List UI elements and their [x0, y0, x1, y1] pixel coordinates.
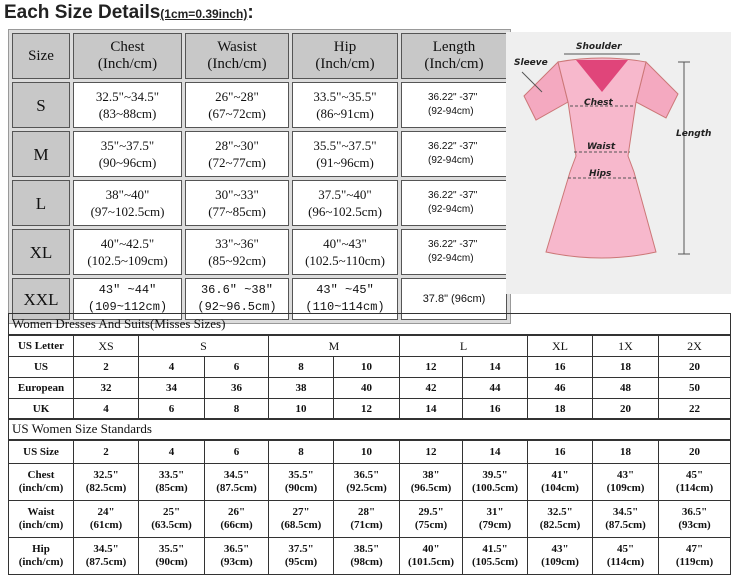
hip-cell	[292, 131, 398, 177]
value-inch: 25"	[162, 506, 181, 518]
length-inch: 36.22" -37"	[428, 190, 478, 201]
waist-inch: 36.6" ~38"	[200, 283, 273, 297]
title-unit-note: (1cm=0.39inch)	[160, 7, 248, 21]
label-hips: Hips	[589, 169, 612, 179]
chest-cell	[73, 82, 182, 128]
letter-xl: XL	[528, 335, 593, 357]
value-cm: (79cm)	[478, 519, 512, 531]
waist-cm: (67~72cm)	[208, 106, 266, 121]
hip-inch: 43" ~45"	[316, 283, 374, 297]
size-value: 12	[334, 399, 400, 420]
value-cm: (92.5cm)	[346, 482, 387, 494]
chest-cm: (83~88cm)	[98, 106, 157, 121]
size-value: 44	[463, 378, 528, 399]
value-inch: 38"	[422, 469, 440, 481]
chest-inch: 35"~37.5"	[100, 138, 155, 153]
size-cell: M	[12, 131, 70, 177]
size-value: 18	[528, 399, 593, 420]
value-cm: (87.5cm)	[85, 556, 127, 568]
size-value: 16	[463, 399, 528, 420]
size-value: 34	[139, 378, 205, 399]
us-table-caption: US Women Size Standards	[9, 419, 731, 441]
measurement-value	[400, 464, 463, 501]
letter-xs: XS	[74, 335, 139, 357]
header-waist-unit: (Inch/cm)	[207, 56, 267, 72]
measurement-name: Hip	[32, 543, 50, 555]
us-letter-label: US Letter	[9, 335, 74, 357]
size-value: 32	[74, 378, 139, 399]
header-chest	[73, 33, 182, 79]
us-size-value: 10	[334, 440, 400, 464]
value-cm: (82.5cm)	[539, 519, 581, 531]
length-cm: (92-94cm)	[428, 155, 474, 166]
measurement-value	[269, 501, 334, 538]
size-value: 10	[269, 399, 334, 420]
measurement-row	[9, 538, 731, 575]
size-value: 10	[334, 357, 400, 378]
size-cell: S	[12, 82, 70, 128]
header-length-unit: (Inch/cm)	[424, 56, 484, 72]
us-women-size-table	[8, 418, 731, 575]
header-waist	[185, 33, 289, 79]
length-cell	[401, 131, 507, 177]
value-inch: 32.5"	[547, 506, 573, 518]
us-size-value: 20	[659, 440, 731, 464]
label-length: Length	[676, 129, 712, 139]
women-row	[9, 378, 731, 399]
size-row	[12, 180, 507, 226]
value-inch: 34.5"	[612, 506, 639, 518]
value-cm: (98cm)	[350, 556, 383, 568]
waist-inch: 30"~33"	[215, 187, 259, 202]
size-value: 20	[659, 357, 731, 378]
row-label: US	[9, 357, 74, 378]
letter-l: L	[400, 335, 528, 357]
measurement-value	[463, 464, 528, 501]
value-inch: 43"	[551, 543, 569, 555]
row-label: European	[9, 378, 74, 399]
value-inch: 39.5"	[482, 469, 508, 481]
waist-cm: (77~85cm)	[208, 204, 266, 219]
dress-illustration	[506, 32, 731, 294]
measurement-value	[593, 538, 659, 575]
size-value: 8	[269, 357, 334, 378]
row-label: UK	[9, 399, 74, 420]
value-cm: (109cm)	[541, 556, 579, 568]
hip-inch: 33.5"~35.5"	[313, 89, 377, 104]
measurement-value	[659, 464, 731, 501]
value-inch: 43"	[616, 469, 635, 481]
header-hip	[292, 33, 398, 79]
header-size-label: Size	[28, 47, 54, 64]
value-cm: (75cm)	[414, 519, 448, 531]
measurement-value	[400, 538, 463, 575]
waist-inch: 33"~36"	[215, 236, 259, 251]
chest-cell	[73, 180, 182, 226]
measurement-value	[74, 464, 139, 501]
us-size-value: 8	[269, 440, 334, 464]
length-inch: 36.22" -37"	[428, 92, 478, 103]
letter-1x: 1X	[593, 335, 659, 357]
measurement-row	[9, 464, 731, 501]
size-row	[12, 82, 507, 128]
waist-cm: (72~77cm)	[208, 155, 266, 170]
measurement-value	[334, 501, 400, 538]
hip-inch: 35.5"~37.5"	[313, 138, 377, 153]
size-cell: L	[12, 180, 70, 226]
value-cm: (66cm)	[220, 519, 253, 531]
measurement-value	[593, 501, 659, 538]
size-value: 50	[659, 378, 731, 399]
measurement-name: Waist	[27, 506, 55, 518]
label-chest: Chest	[584, 98, 613, 108]
hip-cm: (96~102.5cm)	[308, 204, 382, 219]
value-cm: (85cm)	[155, 482, 188, 494]
measurement-value	[334, 538, 400, 575]
value-cm: (93cm)	[678, 519, 711, 531]
us-letter-row	[9, 335, 731, 357]
chest-cm: (109~112cm)	[87, 300, 168, 314]
value-inch: 47"	[685, 543, 704, 555]
waist-cell	[185, 229, 289, 275]
length-cm: (92-94cm)	[428, 106, 474, 117]
value-cm: (90cm)	[284, 482, 318, 494]
chest-cell	[73, 229, 182, 275]
women-row	[9, 357, 731, 378]
women-table-caption: Women Dresses And Suits(Misses Sizes)	[9, 314, 731, 336]
chest-inch: 43" ~44"	[98, 283, 157, 297]
value-cm: (104cm)	[541, 482, 579, 494]
header-length-label: Length	[432, 39, 476, 55]
header-hip-unit: (Inch/cm)	[315, 56, 375, 72]
length-inch: 37.8" (96cm)	[422, 292, 486, 305]
size-row	[12, 131, 507, 177]
us-size-label: US Size	[9, 440, 74, 464]
label-sleeve: Sleeve	[514, 58, 548, 68]
chest-inch: 32.5"~34.5"	[95, 89, 160, 104]
measurement-value	[528, 501, 593, 538]
header-chest-unit: (Inch/cm)	[97, 56, 158, 72]
size-value: 8	[205, 399, 269, 420]
hip-cm: (86~91cm)	[316, 106, 374, 121]
hip-cm: (91~96cm)	[316, 155, 374, 170]
value-inch: 41.5"	[482, 543, 508, 555]
measurement-value	[659, 501, 731, 538]
size-value: 14	[463, 357, 528, 378]
value-cm: (87.5cm)	[216, 482, 257, 494]
value-inch: 29.5"	[418, 506, 444, 518]
measurement-label	[9, 464, 74, 501]
value-inch: 34.5"	[93, 543, 119, 555]
header-waist-label: Wasist	[217, 39, 257, 55]
hip-cell	[292, 82, 398, 128]
letter-m: M	[269, 335, 400, 357]
dress-measurement-diagram	[506, 32, 731, 294]
hip-cm: (110~114cm)	[305, 300, 385, 314]
value-inch: 28"	[357, 506, 376, 518]
size-value: 14	[400, 399, 463, 420]
value-cm: (63.5cm)	[151, 519, 192, 531]
size-table-header	[12, 33, 507, 79]
size-value: 16	[528, 357, 593, 378]
size-value: 48	[593, 378, 659, 399]
chest-cm: (90~96cm)	[98, 155, 157, 170]
size-cell: XL	[12, 229, 70, 275]
measurement-value	[269, 464, 334, 501]
chest-cm: (97~102.5cm)	[90, 204, 165, 219]
measurement-value	[269, 538, 334, 575]
measurement-value	[528, 538, 593, 575]
value-inch: 35.5"	[288, 469, 314, 481]
measurement-unit: (inch/cm)	[18, 482, 64, 494]
size-value: 22	[659, 399, 731, 420]
value-cm: (93cm)	[220, 556, 253, 568]
measurement-value	[139, 464, 205, 501]
length-cm: (92-94cm)	[428, 253, 474, 264]
hip-inch: 37.5"~40"	[318, 187, 372, 202]
length-inch: 36.22" -37"	[428, 239, 478, 250]
measurement-value	[659, 538, 731, 575]
measurement-value	[334, 464, 400, 501]
size-details-table	[8, 29, 511, 324]
measurement-value	[139, 501, 205, 538]
value-cm: (87.5cm)	[605, 519, 646, 531]
length-cell	[401, 180, 507, 226]
waist-inch: 26"~28"	[215, 89, 259, 104]
size-value: 46	[528, 378, 593, 399]
size-value: 42	[400, 378, 463, 399]
size-value: 12	[400, 357, 463, 378]
label-shoulder: Shoulder	[576, 42, 622, 52]
value-inch: 33.5"	[158, 469, 185, 481]
value-inch: 41"	[551, 469, 569, 481]
size-value: 6	[139, 399, 205, 420]
value-cm: (90cm)	[155, 556, 188, 568]
title-main: Each Size Details	[4, 2, 161, 23]
length-cm: (92-94cm)	[428, 204, 474, 215]
size-value: 20	[593, 399, 659, 420]
length-cell	[401, 82, 507, 128]
women-dresses-table	[8, 313, 731, 420]
measurement-value	[139, 538, 205, 575]
us-size-value: 12	[400, 440, 463, 464]
value-cm: (114cm)	[606, 556, 645, 568]
value-inch: 37.5"	[288, 543, 314, 555]
value-inch: 36.5"	[223, 543, 250, 555]
value-inch: 36.5"	[353, 469, 380, 481]
value-inch: 45"	[616, 543, 635, 555]
value-cm: (95cm)	[284, 556, 318, 568]
waist-cell	[185, 131, 289, 177]
value-inch: 45"	[685, 469, 704, 481]
women-row	[9, 399, 731, 420]
size-value: 40	[334, 378, 400, 399]
size-value: 36	[205, 378, 269, 399]
measurement-value	[463, 501, 528, 538]
us-size-value: 6	[205, 440, 269, 464]
us-size-row	[9, 440, 731, 464]
title-colon: :	[247, 2, 254, 23]
us-size-value: 18	[593, 440, 659, 464]
value-inch: 24"	[97, 506, 115, 518]
us-size-value: 16	[528, 440, 593, 464]
value-inch: 31"	[486, 506, 504, 518]
measurement-value	[205, 464, 269, 501]
measurement-value	[205, 501, 269, 538]
measurement-value	[74, 501, 139, 538]
us-size-value: 4	[139, 440, 205, 464]
waist-inch: 28"~30"	[215, 138, 259, 153]
measurement-value	[205, 538, 269, 575]
size-row	[12, 229, 507, 275]
hip-cm: (102.5~110cm)	[305, 253, 385, 268]
us-size-value: 2	[74, 440, 139, 464]
value-inch: 35.5"	[158, 543, 185, 555]
waist-cell	[185, 180, 289, 226]
measurement-row	[9, 501, 731, 538]
size-value: 4	[139, 357, 205, 378]
value-cm: (109cm)	[606, 482, 645, 494]
measurement-value	[528, 464, 593, 501]
header-length	[401, 33, 507, 79]
size-value: 18	[593, 357, 659, 378]
hip-cell	[292, 180, 398, 226]
value-inch: 36.5"	[681, 506, 708, 518]
value-inch: 27"	[292, 506, 310, 518]
value-inch: 34.5"	[223, 469, 250, 481]
value-cm: (119cm)	[675, 556, 714, 568]
header-size	[12, 33, 70, 79]
header-chest-label: Chest	[110, 39, 145, 55]
length-inch: 36.22" -37"	[428, 141, 478, 152]
value-cm: (114cm)	[675, 482, 714, 494]
chest-cm: (102.5~109cm)	[87, 253, 168, 268]
size-cell: XXL	[12, 278, 70, 320]
size-value: 38	[269, 378, 334, 399]
value-inch: 40"	[422, 543, 440, 555]
value-cm: (82.5cm)	[85, 482, 127, 494]
measurement-name: Chest	[27, 469, 55, 481]
value-cm: (100.5cm)	[471, 482, 519, 494]
length-cell	[401, 229, 507, 275]
hip-inch: 40"~43"	[323, 236, 367, 251]
value-cm: (71cm)	[350, 519, 383, 531]
waist-cm: (85~92cm)	[208, 253, 266, 268]
measurement-unit: (inch/cm)	[18, 519, 64, 531]
measurement-value	[463, 538, 528, 575]
measurement-value	[593, 464, 659, 501]
value-cm: (96.5cm)	[410, 482, 452, 494]
hip-cell	[292, 229, 398, 275]
value-cm: (61cm)	[89, 519, 123, 531]
size-value: 6	[205, 357, 269, 378]
size-value: 4	[74, 399, 139, 420]
measurement-label	[9, 501, 74, 538]
chest-cell	[73, 131, 182, 177]
value-inch: 38.5"	[353, 543, 380, 555]
measurement-label	[9, 538, 74, 575]
value-cm: (105.5cm)	[471, 556, 519, 568]
chest-inch: 40"~42.5"	[100, 236, 155, 251]
label-waist: Waist	[587, 142, 616, 152]
size-value: 2	[74, 357, 139, 378]
chest-inch: 38"~40"	[105, 187, 150, 202]
us-size-value: 14	[463, 440, 528, 464]
letter-s: S	[139, 335, 269, 357]
letter-2x: 2X	[659, 335, 731, 357]
measurement-value	[74, 538, 139, 575]
measurement-value	[400, 501, 463, 538]
page-title	[4, 2, 254, 24]
header-hip-label: Hip	[333, 39, 357, 55]
waist-cm: (92~96.5cm)	[197, 300, 277, 314]
value-inch: 32.5"	[93, 469, 119, 481]
value-cm: (68.5cm)	[280, 519, 322, 531]
value-cm: (101.5cm)	[407, 556, 455, 568]
value-inch: 26"	[227, 506, 246, 518]
measurement-unit: (inch/cm)	[18, 556, 64, 568]
waist-cell	[185, 82, 289, 128]
